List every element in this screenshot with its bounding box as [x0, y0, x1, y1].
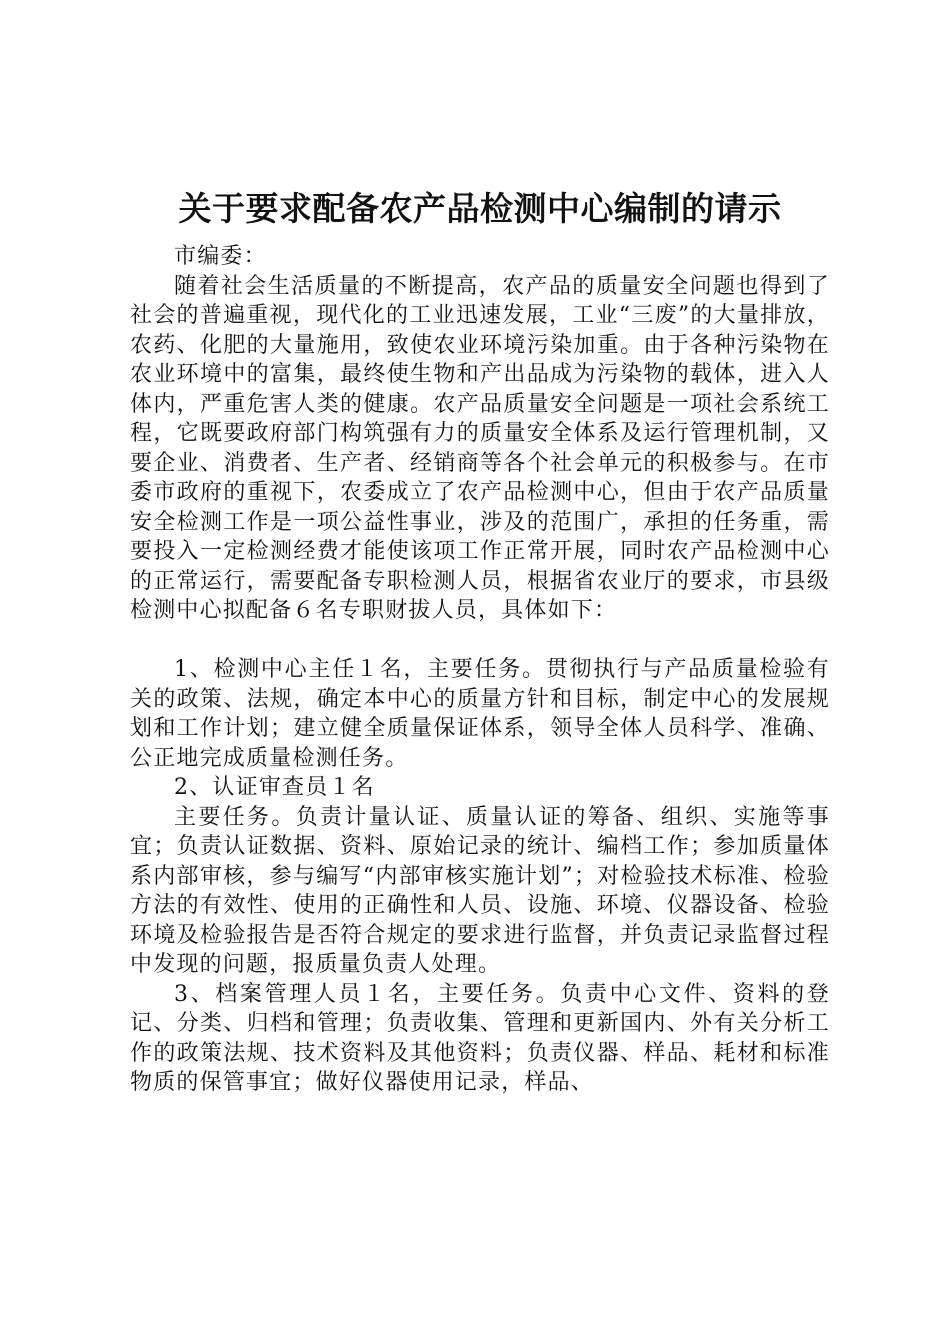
intro-paragraph: 随着社会生活质量的不断提高，农产品的质量安全问题也得到了社会的普遍重视，现代化的工业迅速发展，工业“三废”的大量排放，农药、化肥的大量施用，致使农业环境污染加重。由于各种污染物在农业环境中的富集，最终使生物和产出品成为污染物的载体，进入人体内，严重危害人类的健康。农产品质量安全问题是一项社会系统工程，它既要政府部门构筑强有力的质量安全体系及运行管理机制，又要企业、消费者、生产者、经销商等各个社会单元的积极参与。在市委市政府的重视下，农委成立了农产品检测中心，但由于农产品质量安全检测工作是一项公益性事业，涉及的范围广，承担的任务重，需要投入一定检测经费才能使该项工作正常开展，同时农产品检测中心的正常运行，需要配备专职检测人员，根据省农业厅的要求，市县级检测中心拟配备６名专职财拔人员，具体如下： [130, 273, 830, 623]
item-2-heading: 2、认证审查员１名 [174, 775, 375, 800]
salutation: 市编委： [174, 244, 267, 269]
item-1-paragraph: 1、检测中心主任１名，主要任务。贯彻执行与产品质量检验有关的政策、法规，确定本中心的质量方针和目标，制定中心的发展规划和工作计划；建立健全质量保证体系，领导全体人员科学、准确、公正地完成质量检测任务。 [130, 657, 830, 771]
paragraph-spacer [130, 626, 830, 656]
item-3-paragraph: 3、档案管理人员１名，主要任务。负责中心文件、资料的登记、分类、归档和管理；负责收集、管理和更新国内、外有关分析工作的政策法规、技术资料及其他资料；负责仪器、样品、耗材和标准物质的保管事宜；做好仪器使用记录，样品、 [130, 981, 830, 1095]
document-page [130, 186, 830, 1098]
item-2-paragraph: 主要任务。负责计量认证、质量认证的筹备、组织、实施等事宜；负责认证数据、资料、原始记录的统计、编档工作；参加质量体系内部审核，参与编写“内部审核实施计划”；对检验技术标准、检验方法的有效性、使用的正确性和人员、设施、环境、仪器设备、检验环境及检验报告是否符合规定的要求进行监督，并负责记录监督过程中发现的问题，报质量负责人处理。 [130, 804, 830, 977]
document-title: 关于要求配备农产品检测中心编制的请示 [178, 189, 782, 228]
